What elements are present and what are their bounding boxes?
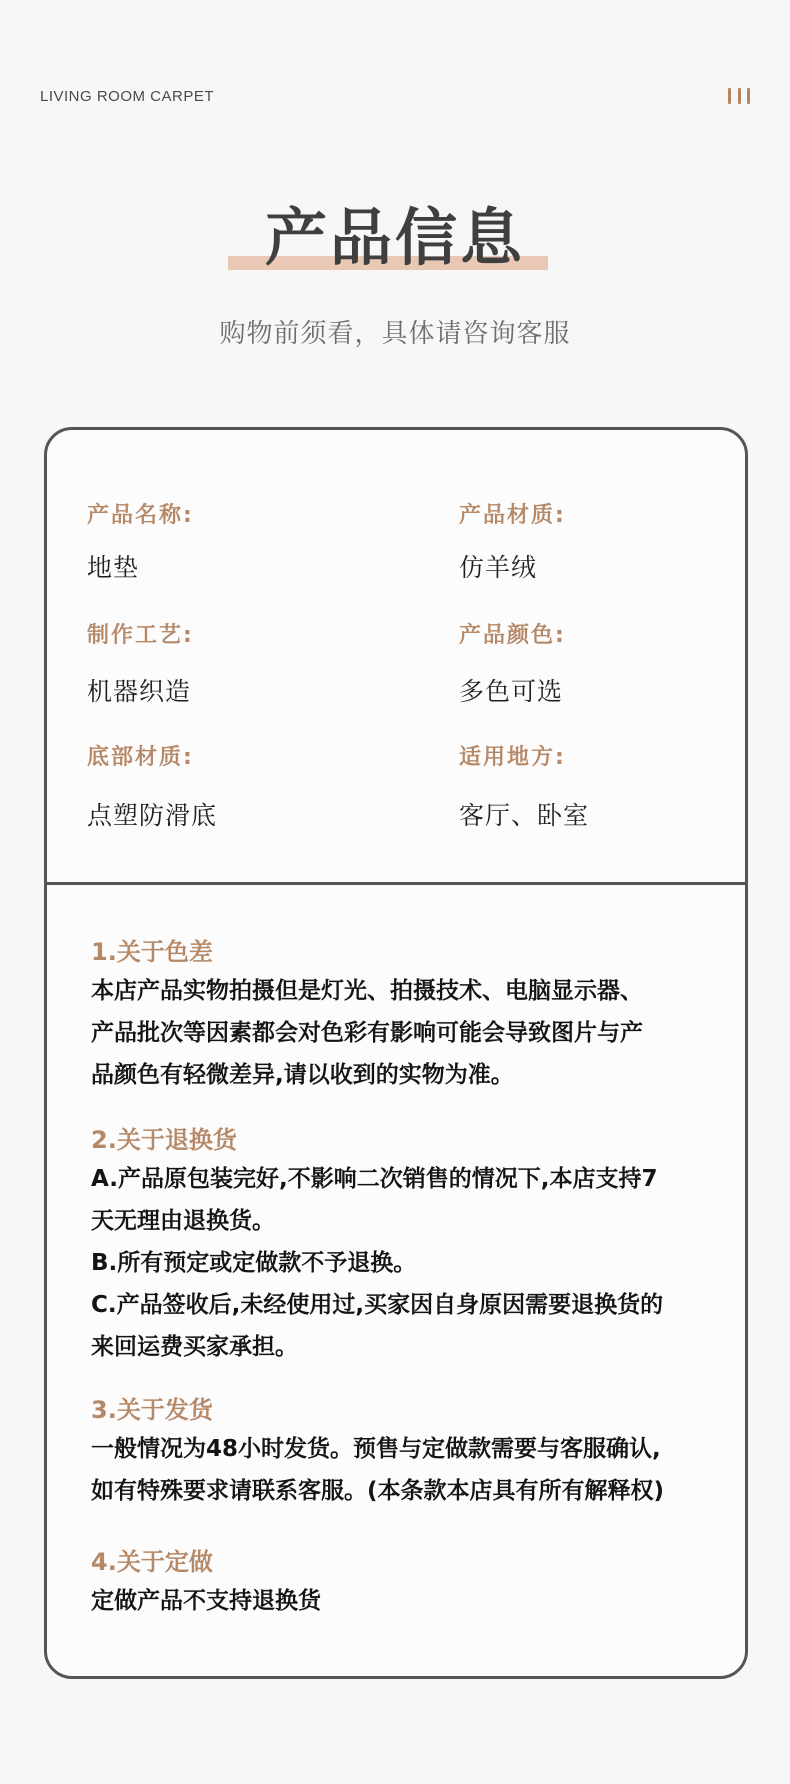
section-body-shipping: [91, 1428, 701, 1512]
section-line: 品颜色有轻微差异,请以收到的实物为准。: [91, 1062, 514, 1088]
page-subtitle: 购物前须看，具体请咨询客服: [219, 319, 571, 349]
section-line: 一般情况为48小时发货。预售与定做款需要与客服确认,: [91, 1436, 661, 1462]
spec-value-bottom: 点塑防滑底: [87, 801, 218, 830]
menu-bars-icon[interactable]: [728, 88, 750, 104]
section-line: 来回运费买家承担。: [91, 1334, 298, 1360]
spec-label-name: 产品名称:: [87, 503, 194, 528]
menu-bar: [747, 88, 750, 104]
section-body-custom: [91, 1580, 701, 1622]
section-line: B.所有预定或定做款不予退换。: [91, 1250, 417, 1276]
spec-label-bottom: 底部材质:: [87, 745, 194, 770]
menu-bar: [738, 88, 741, 104]
section-line: A.产品原包装完好,不影响二次销售的情况下,本店支持7: [91, 1166, 658, 1192]
spec-label-craft: 制作工艺:: [87, 623, 194, 648]
info-card: [44, 427, 748, 1679]
spec-label-material: 产品材质:: [459, 503, 566, 528]
spec-label-color: 产品颜色:: [459, 623, 566, 648]
section-line: 本店产品实物拍摄但是灯光、拍摄技术、电脑显示器、: [91, 978, 643, 1004]
spec-value-color: 多色可选: [459, 677, 564, 706]
spec-value-craft: 机器织造: [87, 677, 192, 706]
section-body-color-diff: [91, 970, 701, 1096]
spec-value-usage: 客厅、卧室: [459, 801, 590, 830]
section-line: C.产品签收后,未经使用过,买家因自身原因需要退换货的: [91, 1292, 664, 1318]
page-title: 产品信息: [264, 201, 525, 274]
section-title-custom: 4.关于定做: [91, 1548, 213, 1576]
section-line: 如有特殊要求请联系客服。(本条款本店具有所有解释权): [91, 1478, 665, 1504]
section-line: 定做产品不支持退换货: [91, 1588, 321, 1614]
section-body-returns: [91, 1158, 701, 1368]
section-title-returns: 2.关于退换货: [91, 1126, 237, 1154]
section-line: 天无理由退换货。: [91, 1208, 275, 1234]
section-title-color-diff: 1.关于色差: [91, 938, 213, 966]
menu-bar: [728, 88, 731, 104]
section-title-shipping: 3.关于发货: [91, 1396, 213, 1424]
spec-value-name: 地垫: [87, 553, 140, 582]
header-label: LIVING ROOM CARPET: [40, 88, 215, 105]
card-divider: [47, 882, 745, 885]
title-block: [0, 198, 790, 278]
spec-value-material: 仿羊绒: [459, 553, 538, 582]
section-line: 产品批次等因素都会对色彩有影响可能会导致图片与产: [91, 1020, 643, 1046]
spec-label-usage: 适用地方:: [459, 745, 566, 770]
